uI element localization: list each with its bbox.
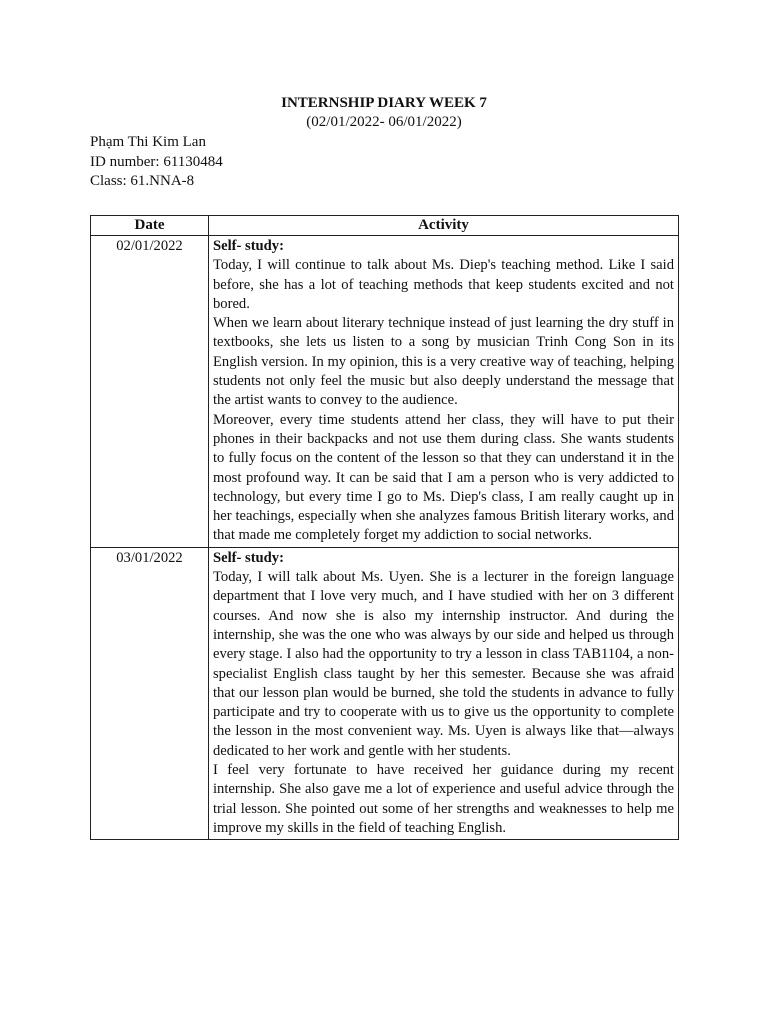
document-title: INTERNSHIP DIARY WEEK 7 [281,95,487,111]
activity-heading: Self- study: [213,549,284,566]
row-date: 03/01/2022 [91,547,209,839]
date-range: (02/01/2022- 06/01/2022) [306,114,462,130]
activity-paragraph: Today, I will talk about Ms. Uyen. She is a lecturer in the foreign language department that I love very much, and I have studied with her on 3 different courses. And now she is also my internship instructor. And during the internship, she was the one who was always by our side and helped us through every stage. I also had the opportunity to try a lesson in class TAB1104, a non-specialist English class taught by her this semester. Because she was afraid that our lesson plan would be burned, she told the students in advance to fully participate and try to cooperate with us to give us the opportunity to complete the lesson in the most convenient way. Ms. Uyen is always like that—always dedicated to her work and gentle with her students. [213,569,674,759]
table-row [91,547,679,839]
activity-paragraph: Moreover, every time students attend her class, they will have to put their phones in their backpacks and not use them during class. She wants students to fully focus on the content of the lesson so that they can understand it in the most profound way. It can be said that I am a person who is very addicted to technology, but every time I go to Ms. Diep's class, I am really caught up in her teachings, especially when she analyzes famous British literary works, and that made me completely forget my addiction to social networks. [213,411,674,544]
row-activity [209,236,679,548]
column-header-date: Date [91,216,209,236]
activity-heading: Self- study: [213,238,284,254]
column-header-activity: Activity [209,216,679,236]
student-class: Class: 61.NNA-8 [90,173,195,189]
row-date: 02/01/2022 [91,236,209,548]
activity-paragraph: When we learn about literary technique instead of just learning the dry stuff in textbooks, she lets us listen to a song by musician Trinh Cong Son in its English version. In my opinion, this is a very creative way of teaching, helping students not only feel the music but also deeply understand the message that the artist wants to convey to the audience. [213,315,674,409]
diary-table [90,215,679,840]
student-id: ID number: 61130484 [90,153,223,170]
activity-paragraph: Today, I will continue to talk about Ms. Diep's teaching method. Like I said before, she has a lot of teaching methods that keep students excited and not bored. [213,257,674,312]
student-name: Phạm Thi Kim Lan [90,134,206,150]
row-activity [209,547,679,839]
activity-paragraph: I feel very fortunate to have received her guidance during my recent internship. She also gave me a lot of experience and useful advice through the trial lesson. She pointed out some of her strengths and weaknesses to help me improve my skills in the field of teaching English. [213,762,674,836]
table-header-row [91,216,679,236]
table-row [91,236,679,548]
student-info [90,133,223,192]
